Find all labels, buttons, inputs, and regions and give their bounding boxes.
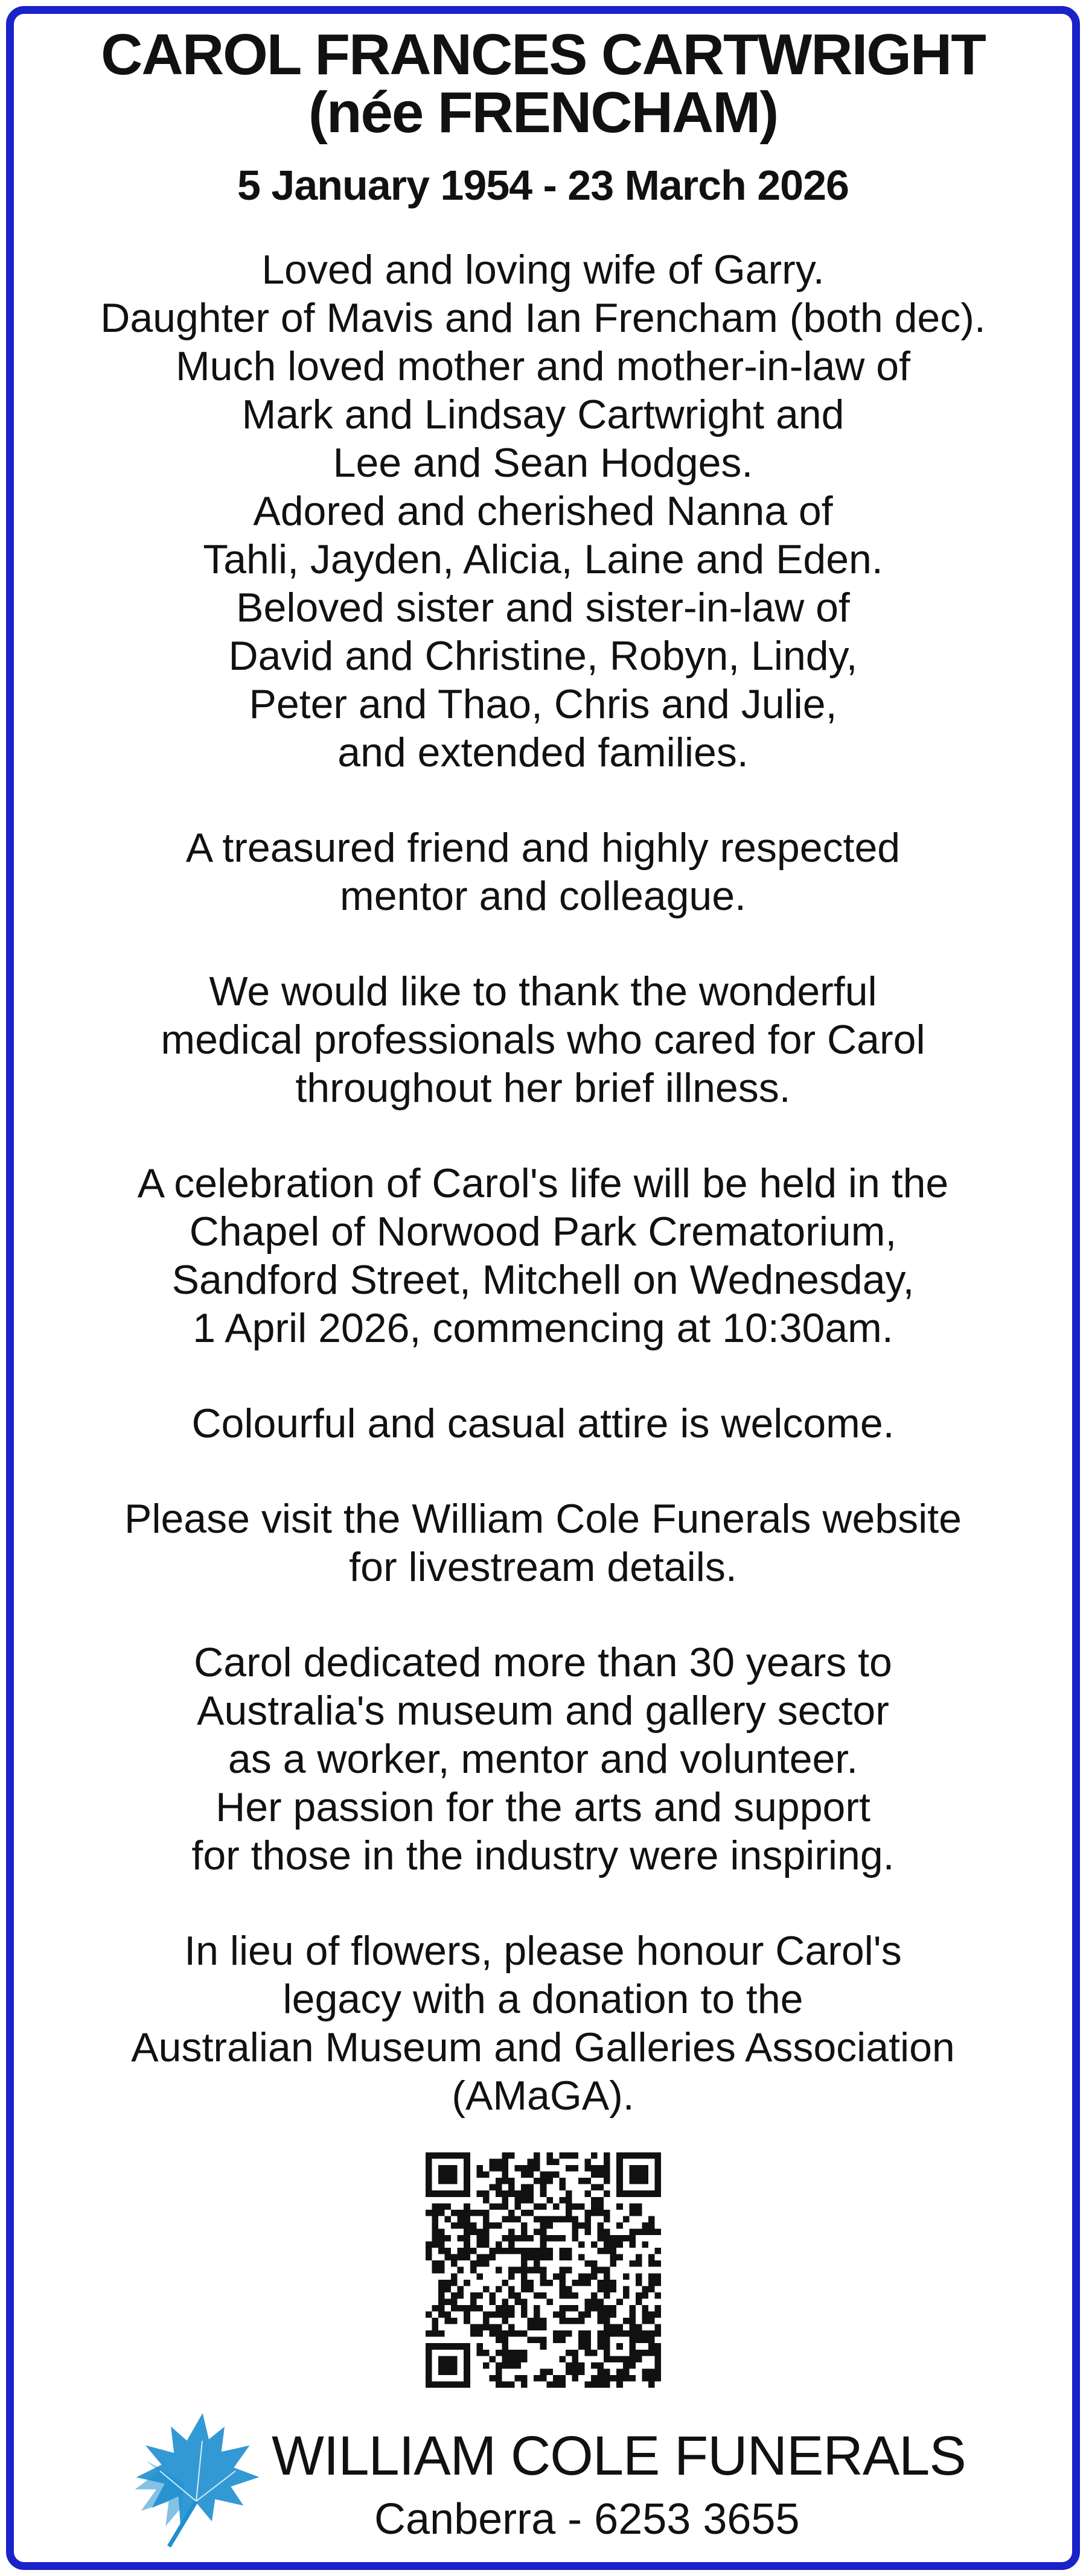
notice-line: legacy with a donation to the xyxy=(283,1976,803,2022)
maple-leaf-graphic xyxy=(112,2405,269,2549)
life-dates: 5 January 1954 - 23 March 2026 xyxy=(237,162,849,209)
notice-line: Chapel of Norwood Park Crematorium, xyxy=(189,1209,897,1255)
notice-line: Please visit the William Cole Funerals website xyxy=(124,1496,962,1542)
deceased-name: CAROL FRANCES CARTWRIGHT xyxy=(101,22,985,87)
notice-line: Sandford Street, Mitchell on Wednesday, xyxy=(171,1257,915,1303)
notice-line: medical professionals who cared for Carol xyxy=(161,1017,925,1063)
notice-line: (AMaGA). xyxy=(452,2073,634,2119)
notice-paragraph xyxy=(14,967,1072,1112)
leaf-logo-icon xyxy=(112,2405,269,2549)
notice-body xyxy=(14,246,1072,2120)
notice-paragraph xyxy=(14,1399,1072,1448)
notice-line: for livestream details. xyxy=(349,1544,737,1590)
notice-line: Mark and Lindsay Cartwright and xyxy=(241,392,845,437)
notice-line: for those in the industry were inspiring. xyxy=(191,1833,895,1878)
notice-paragraph xyxy=(14,824,1072,920)
funeral-notice xyxy=(14,14,1072,2120)
notice-paragraph xyxy=(14,1495,1072,1591)
notice-line: Adored and cherished Nanna of xyxy=(253,488,833,534)
notice-paragraph xyxy=(14,1159,1072,1352)
notice-paragraph xyxy=(14,1638,1072,1880)
qr-code-icon[interactable] xyxy=(426,2152,661,2388)
notice-line: Australia's museum and gallery sector xyxy=(197,1688,889,1734)
maiden-name: (née FRENCHAM) xyxy=(308,80,778,145)
notice-line: Her passion for the arts and support xyxy=(216,1784,870,1830)
notice-line: Australian Museum and Galleries Association xyxy=(131,2024,955,2070)
notice-line: Carol dedicated more than 30 years to xyxy=(194,1639,892,1685)
notice-line: 1 April 2026, commencing at 10:30am. xyxy=(193,1305,893,1351)
notice-line: Much loved mother and mother-in-law of xyxy=(176,343,910,389)
notice-line: A treasured friend and highly respected xyxy=(185,825,901,871)
funeral-home-phone: Canberra - 6253 3655 xyxy=(374,2495,800,2543)
notice-paragraph xyxy=(14,246,1072,777)
notice-line: and extended families. xyxy=(337,730,749,775)
funeral-home-name: WILLIAM COLE FUNERALS xyxy=(272,2425,966,2487)
notice-line: Daughter of Mavis and Ian Frencham (both dec). xyxy=(100,295,986,341)
notice-line: Lee and Sean Hodges. xyxy=(333,440,753,486)
notice-line: mentor and colleague. xyxy=(340,873,746,919)
notice-line: We would like to thank the wonderful xyxy=(209,968,877,1014)
notice-line: Loved and loving wife of Garry. xyxy=(261,247,825,293)
notice-line: Peter and Thao, Chris and Julie, xyxy=(249,681,837,727)
notice-line: A celebration of Carol's life will be held in the xyxy=(137,1160,949,1206)
notice-line: Beloved sister and sister-in-law of xyxy=(236,585,850,631)
notice-line: as a worker, mentor and volunteer. xyxy=(228,1736,858,1782)
notice-line: David and Christine, Robyn, Lindy, xyxy=(228,633,858,679)
notice-line: Colourful and casual attire is welcome. xyxy=(191,1401,895,1446)
notice-line: throughout her brief illness. xyxy=(295,1065,791,1111)
notice-paragraph xyxy=(14,1927,1072,2120)
notice-line: In lieu of flowers, please honour Carol's xyxy=(184,1928,902,1974)
notice-line: Tahli, Jayden, Alicia, Laine and Eden. xyxy=(203,536,883,582)
qr-code-graphic xyxy=(426,2152,661,2388)
